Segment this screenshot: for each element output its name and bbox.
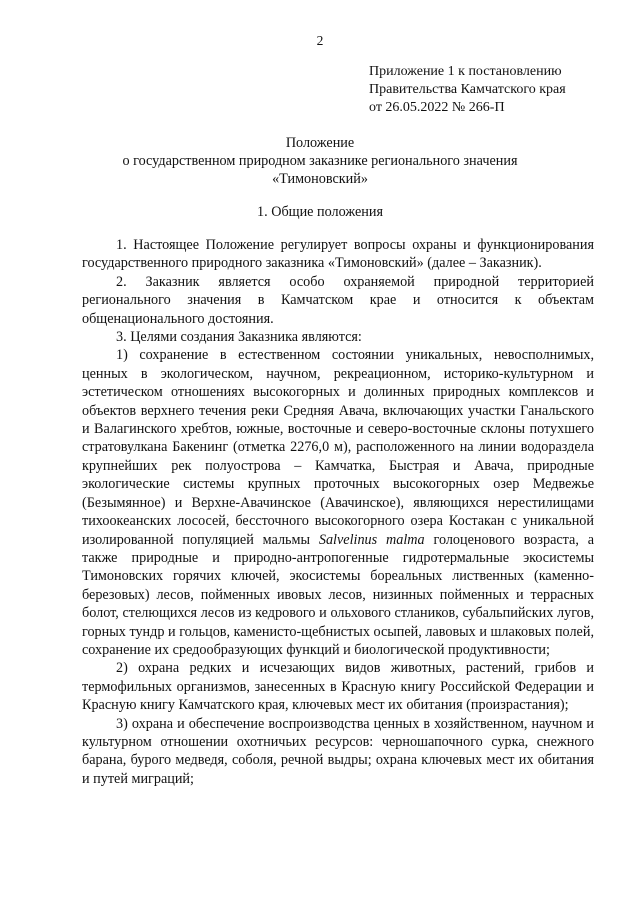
appendix-header: [369, 63, 619, 117]
appendix-line-3: от 26.05.2022 № 266-П: [369, 100, 505, 115]
paragraph-5: 2) охрана редких и исчезающих видов животных, растений, грибов и термофильных организмов, занесенных в Красную книгу Российской Федерации и Красную книгу Камчатского края, ключевых мест их обитания (произрастания);: [82, 660, 594, 714]
paragraph-1: 1. Настоящее Положение регулирует вопросы охраны и функционирования государственного природного заказника «Тимоновский» (далее – Заказник).: [82, 237, 594, 272]
paragraph-2: 2. Заказник является особо охраняемой природной территорией регионального значения в Камчатском крае и относится к объектам общенационального достояния.: [82, 273, 594, 327]
paragraph-4-part-a: 1) сохранение в естественном состоянии уникальных, невосполнимых, ценных в экологическом, научном, рекреационном, историко-культурном и эстетическом отношениях высокогорных и долинных природных комплексов и объектов верхнего течения реки Средняя Авача, включающих участки Ганальского и Валагинского хребтов, южные, восточные и северо-восточные склоны потухшего стратовулкана Бакенинг (отметка 2276,0 м), расположенного на линии водораздела крупнейших рек полуострова – Камчатка, Быстрая и Авача, природные экологические системы крупных проточных высокогорных озер Медвежье (Безымянное) и Верхне-Авачинское (Авачинское), являющихся нерестилищами тихоокеанских лососей, бессточного высокогорного озера Костакан с уникальной изолированной популяцией мальмы: [82, 347, 594, 548]
paragraph-3: 3. Целями создания Заказника являются:: [116, 329, 362, 346]
title-line-2: о государственном природном заказнике регионального значения: [122, 153, 518, 169]
appendix-line-2: Правительства Камчатского края: [369, 82, 566, 97]
appendix-line-1: Приложение 1 к постановлению: [369, 64, 562, 79]
paragraph-4: [82, 346, 594, 659]
page-number: 2: [316, 33, 324, 48]
species-name: Salvelinus malma: [318, 531, 425, 548]
document-body: [82, 236, 594, 788]
document-title: [0, 134, 640, 188]
title-line-1: Положение: [285, 135, 355, 151]
section-heading: 1. Общие положения: [257, 204, 383, 220]
title-line-3: «Тимоновский»: [272, 171, 368, 187]
paragraph-4-part-b: голоценового возраста, а также природные и природно-антропогенные гидротермальные экосистемы Тимоновских горячих ключей, экосистемы бореальных лиственных (каменно-березовых) лесов, пойменных ивовых лесов, низинных пойменных и террасных болот, стелющихся лесов из кедрового и ольхового стлаников, субальпийских лугов, горных тундр и гольцов, каменисто-щебнистых осыпей, лавовых и шлаковых полей, сохранение их средообразующих функций и биологической продуктивности;: [82, 531, 595, 658]
paragraph-6: 3) охрана и обеспечение воспроизводства ценных в хозяйственном, научном и культурном отношении охотничьих ресурсов: черношапочного сурка, снежного барана, бурого медведя, соболя, речной выдры; охрана ключевых мест их обитания и путей миграций;: [82, 715, 594, 787]
